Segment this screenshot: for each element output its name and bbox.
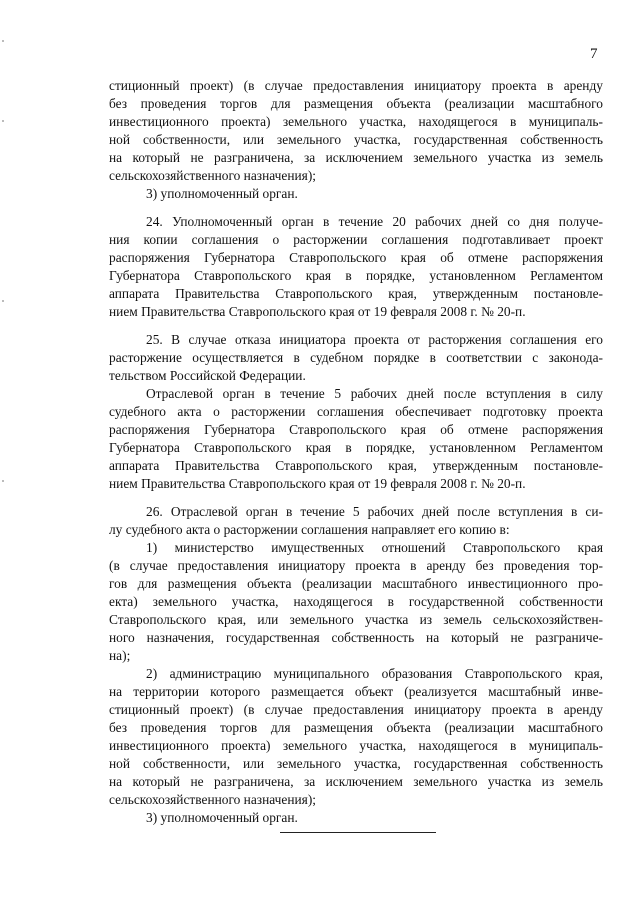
text-line: на который не разграничена, за исключением земельного участка из земель <box>109 150 603 165</box>
scan-edge-mark <box>2 40 4 42</box>
text-line: без проведения торгов для размещения объекта (реализации масштабного <box>109 96 603 111</box>
text-line: без проведения торгов для размещения объекта (реализации масштабного <box>109 720 603 735</box>
text-line: 1) министерство имущественных отношений Ставропольского края <box>146 540 603 555</box>
text-line: 24. Уполномоченный орган в течение 20 рабочих дней со дня получе- <box>146 214 603 229</box>
text-line: инвестиционного проекта) земельного участка, находящегося в муниципаль- <box>109 114 603 129</box>
text-line: на территории которого размещается объект (реализуется масштабный инве- <box>109 684 603 699</box>
text-line: тельством Российской Федерации. <box>109 368 306 383</box>
text-line: Губернатора Ставропольского края в порядке, установленном Регламентом <box>109 440 603 455</box>
text-line: сельскохозяйственного назначения); <box>109 168 316 183</box>
text-line: стиционный проект) (в случае предоставления инициатору проекта в аренду <box>109 702 603 717</box>
text-line: инвестиционного проекта) земельного участка, находящегося в муниципаль- <box>109 738 603 753</box>
text-line: на); <box>109 648 131 663</box>
page-number: 7 <box>590 46 598 62</box>
text-line: гов для размещения объекта (реализации масштабного инвестиционного про- <box>109 576 603 591</box>
scan-edge-mark <box>2 300 4 302</box>
text-line: распоряжения Губернатора Ставропольского края об отмене распоряжения <box>109 422 603 437</box>
text-line: стиционный проект) (в случае предоставления инициатору проекта в аренду <box>109 78 603 93</box>
text-line: нием Правительства Ставропольского края от 19 февраля 2008 г. № 20-п. <box>109 304 526 319</box>
text-line: нием Правительства Ставропольского края от 19 февраля 2008 г. № 20-п. <box>109 476 526 491</box>
scan-edge-mark <box>2 480 4 482</box>
footer-rule <box>280 832 436 833</box>
text-line: распоряжения Губернатора Ставропольского края об отмене распоряжения <box>109 250 603 265</box>
text-line: на который не разграничена, за исключением земельного участка из земель <box>109 774 603 789</box>
text-line: расторжение осуществляется в судебном порядке в соответствии с законода- <box>109 350 603 365</box>
text-line: 2) администрацию муниципального образования Ставропольского края, <box>146 666 603 681</box>
text-line: ния копии соглашения о расторжении соглашения подготавливает проект <box>109 232 603 247</box>
text-line: 26. Отраслевой орган в течение 5 рабочих дней после вступления в си- <box>146 504 603 519</box>
text-line: аппарата Правительства Ставропольского края, утвержденным постановле- <box>109 458 603 473</box>
text-line: судебного акта о расторжении соглашения обеспечивает подготовку проекта <box>109 404 603 419</box>
text-line: лу судебного акта о расторжении соглашения направляет его копию в: <box>109 522 510 537</box>
text-line: 3) уполномоченный орган. <box>146 186 298 201</box>
text-line: Ставропольского края, или земельного участка из земель сельскохозяйствен- <box>109 612 603 627</box>
text-line: сельскохозяйственного назначения); <box>109 792 316 807</box>
text-line: (в случае предоставления инициатору проекта в аренду без проведения тор- <box>109 558 603 573</box>
scan-edge-mark <box>2 120 4 122</box>
text-line: ной собственности, или земельного участка, государственная собственность <box>109 756 603 771</box>
text-line: ной собственности, или земельного участка, государственная собственность <box>109 132 603 147</box>
text-line: аппарата Правительства Ставропольского края, утвержденным постановле- <box>109 286 603 301</box>
text-line: екта) земельного участка, находящегося в государственной собственности <box>109 594 603 609</box>
text-line: 25. В случае отказа инициатора проекта от расторжения соглашения его <box>146 332 603 347</box>
text-line: Губернатора Ставропольского края в порядке, установленном Регламентом <box>109 268 603 283</box>
text-line: ного назначения, государственная собственность на который не разграниче- <box>109 630 603 645</box>
text-line: Отраслевой орган в течение 5 рабочих дней после вступления в силу <box>146 386 603 401</box>
text-line: 3) уполномоченный орган. <box>146 810 298 825</box>
